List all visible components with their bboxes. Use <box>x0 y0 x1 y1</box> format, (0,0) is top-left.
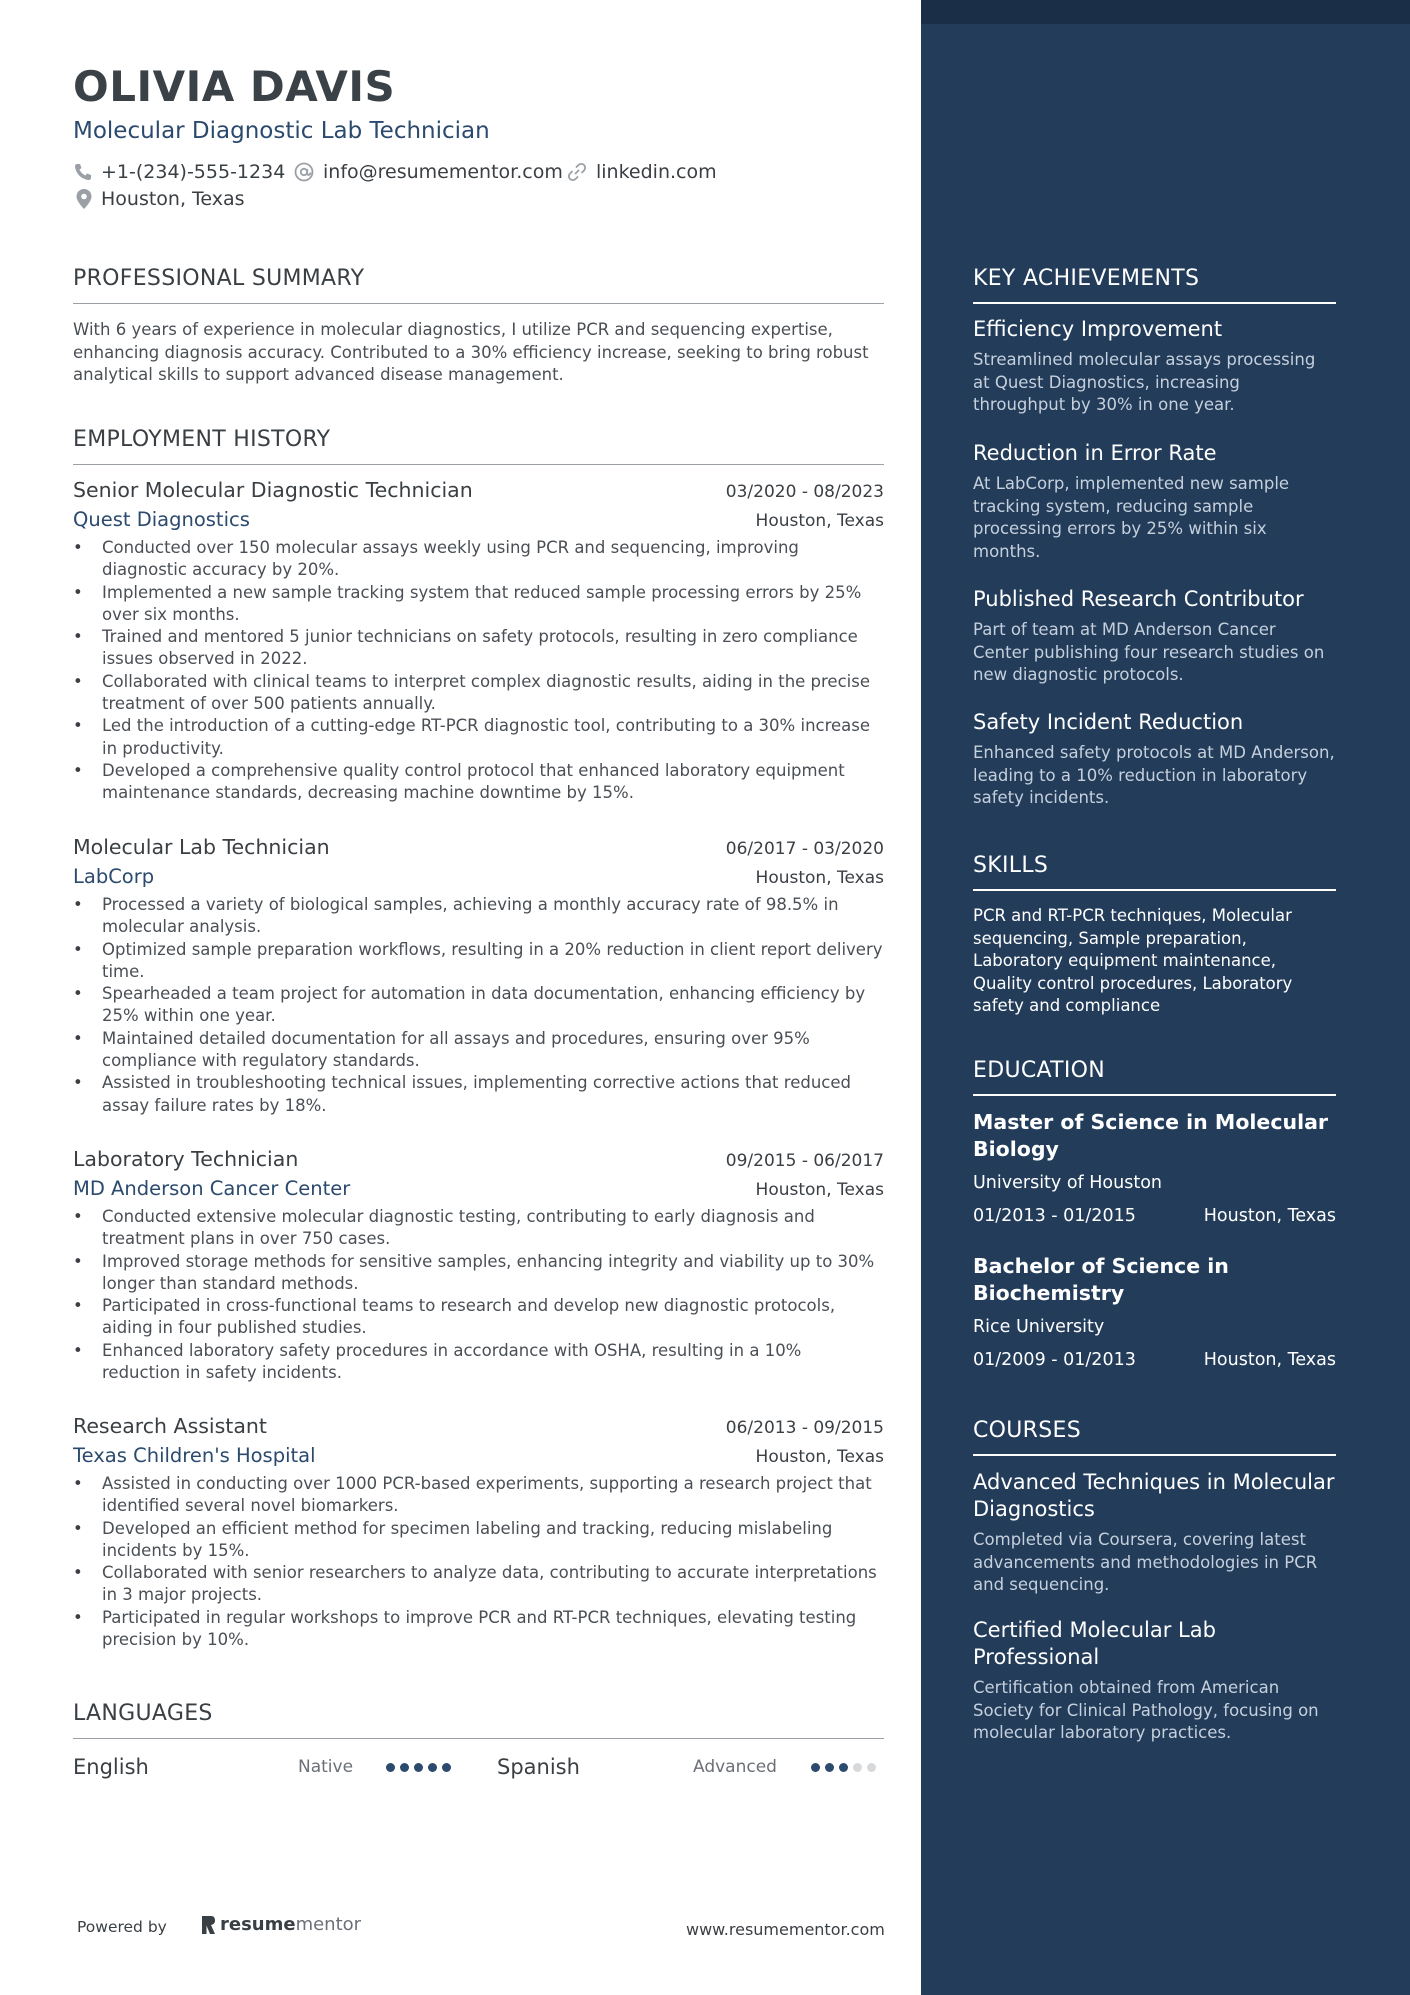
course-item <box>973 1469 1336 1597</box>
language-level: Native <box>298 1757 354 1777</box>
course-title: Advanced Techniques in Molecular Diagnostics <box>973 1470 1335 1521</box>
list-item: • Assisted in troubleshooting technical issues, implementing corrective actions that reduced assay failure rates by 18%. <box>73 1072 884 1117</box>
course-text: Completed via Coursera, covering latest advancements and methodologies in PCR and sequencing. <box>973 1530 1318 1594</box>
education-location: Houston, Texas <box>1203 1350 1336 1370</box>
course-text: Certification obtained from American Society for Clinical Pathology, focusing on molecular laboratory practices. <box>973 1678 1319 1742</box>
summary-heading: PROFESSIONAL SUMMARY <box>73 266 884 304</box>
list-item: • Led the introduction of a cutting-edge RT-PCR diagnostic tool, contributing to a 30% increase in productivity. <box>73 715 884 760</box>
phone-icon <box>73 162 93 182</box>
brand-name-bold: resume <box>220 1914 296 1935</box>
location-pin-icon <box>75 188 93 210</box>
job-entry <box>73 478 884 805</box>
job-company: Quest Diagnostics <box>73 508 250 531</box>
education-school: University of Houston <box>973 1173 1163 1193</box>
job-location: Houston, Texas <box>755 868 884 888</box>
language-name: Spanish <box>497 1755 580 1779</box>
achievements-heading: KEY ACHIEVEMENTS <box>973 266 1336 304</box>
rating-dot <box>428 1763 437 1772</box>
list-item: • Conducted over 150 molecular assays weekly using PCR and sequencing, improving diagnostic accuracy by 20%. <box>73 537 884 582</box>
achievement-item <box>973 316 1336 417</box>
list-item: • Developed a comprehensive quality control protocol that enhanced laboratory equipment maintenance standards, decreasing machine downtime by 15%. <box>73 760 884 805</box>
courses-heading: COURSES <box>973 1418 1336 1456</box>
job-entry <box>73 835 884 1117</box>
powered-by-label: Powered by <box>77 1918 167 1936</box>
language-rating <box>386 1763 451 1772</box>
rating-dot <box>811 1763 820 1772</box>
education-location: Houston, Texas <box>1203 1206 1336 1226</box>
language-english <box>73 1755 451 1779</box>
job-title: Research Assistant <box>73 1414 267 1438</box>
list-item: • Developed an efficient method for specimen labeling and tracking, reducing mislabeling incidents by 15%. <box>73 1518 884 1563</box>
achievement-item <box>973 586 1336 687</box>
list-item: • Assisted in conducting over 1000 PCR-based experiments, supporting a research project that identified several novel biomarkers. <box>73 1473 884 1518</box>
rating-dot <box>414 1763 423 1772</box>
achievement-text: Part of team at MD Anderson Cancer Center publishing four research studies on new diagnostic protocols. <box>973 620 1325 684</box>
job-dates: 09/2015 - 06/2017 <box>725 1151 884 1171</box>
education-heading: EDUCATION <box>973 1058 1336 1096</box>
job-dates: 06/2017 - 03/2020 <box>725 839 884 859</box>
achievement-item <box>973 709 1336 810</box>
rating-dot <box>867 1763 876 1772</box>
job-bullets <box>73 894 884 1117</box>
achievement-title: Safety Incident Reduction <box>973 710 1244 734</box>
course-title: Certified Molecular Lab Professional <box>973 1618 1216 1669</box>
job-company: MD Anderson Cancer Center <box>73 1177 351 1200</box>
education-degree: Bachelor of Science in Biochemistry <box>973 1254 1229 1305</box>
linkedin-text: linkedin.com <box>596 161 717 183</box>
job-title: Senior Molecular Diagnostic Technician <box>73 478 473 502</box>
education-degree: Master of Science in Molecular Biology <box>973 1110 1329 1161</box>
list-item: • Improved storage methods for sensitive samples, enhancing integrity and viability up to 30% longer than standard methods. <box>73 1251 884 1296</box>
rating-dot <box>442 1763 451 1772</box>
job-company: Texas Children's Hospital <box>73 1444 316 1467</box>
job-title: Molecular Lab Technician <box>73 835 330 859</box>
summary-text: With 6 years of experience in molecular diagnostics, I utilize PCR and sequencing expertise, enhancing diagnosis accuracy. Contributed to a 30% efficiency increase, seeking to bring robust analytical skills to support advanced disease management. <box>73 320 869 384</box>
location-text: Houston, Texas <box>101 188 245 210</box>
at-icon <box>293 161 315 183</box>
achievement-text: Streamlined molecular assays processing at Quest Diagnostics, increasing throughput by 30% in one year. <box>973 350 1316 414</box>
skills-heading: SKILLS <box>973 853 1336 891</box>
job-bullets <box>73 1206 884 1384</box>
skills-text: PCR and RT-PCR techniques, Molecular sequencing, Sample preparation, Laboratory equipment maintenance, Quality control procedures, Laboratory safety and compliance <box>973 906 1293 1015</box>
list-item: • Participated in regular workshops to improve PCR and RT-PCR techniques, elevating testing precision by 10%. <box>73 1607 884 1652</box>
achievement-title: Published Research Contributor <box>973 587 1304 611</box>
job-entry <box>73 1414 884 1651</box>
job-title: Laboratory Technician <box>73 1147 299 1171</box>
education-school: Rice University <box>973 1317 1105 1337</box>
list-item: • Collaborated with clinical teams to interpret complex diagnostic results, aiding in the precise treatment of over 500 patients annually. <box>73 671 884 716</box>
job-dates: 03/2020 - 08/2023 <box>725 482 884 502</box>
email-text: info@resumementor.com <box>323 161 563 183</box>
list-item: • Spearheaded a team project for automation in data documentation, enhancing efficiency by 25% within one year. <box>73 983 884 1028</box>
job-bullets <box>73 537 884 805</box>
list-item: • Conducted extensive molecular diagnostic testing, contributing to early diagnosis and treatment plans in over 750 cases. <box>73 1206 884 1251</box>
list-item: • Implemented a new sample tracking system that reduced sample processing errors by 25% over six months. <box>73 582 884 627</box>
course-item <box>973 1617 1336 1745</box>
list-item: • Collaborated with senior researchers to analyze data, contributing to accurate interpretations in 3 major projects. <box>73 1562 884 1607</box>
sidebar-top-band <box>921 0 1410 24</box>
list-item: • Enhanced laboratory safety procedures in accordance with OSHA, resulting in a 10% reduction in safety incidents. <box>73 1340 884 1385</box>
rating-dot <box>386 1763 395 1772</box>
achievement-item <box>973 440 1336 563</box>
link-icon <box>566 161 588 183</box>
education-item <box>973 1253 1336 1370</box>
language-spanish <box>497 1755 876 1779</box>
rating-dot <box>853 1763 862 1772</box>
rating-dot <box>400 1763 409 1772</box>
education-item <box>973 1109 1336 1226</box>
job-location: Houston, Texas <box>755 1447 884 1467</box>
list-item: • Trained and mentored 5 junior technicians on safety protocols, resulting in zero compliance issues observed in 2022. <box>73 626 884 671</box>
achievement-title: Efficiency Improvement <box>973 317 1223 341</box>
brand-logo[interactable] <box>200 1914 361 1935</box>
list-item: • Processed a variety of biological samples, achieving a monthly accuracy rate of 98.5% in molecular analysis. <box>73 894 884 939</box>
language-rating <box>811 1763 876 1772</box>
phone-text: +1-(234)-555-1234 <box>101 161 286 183</box>
contact-location <box>75 188 245 210</box>
job-location: Houston, Texas <box>755 511 884 531</box>
job-dates: 06/2013 - 09/2015 <box>725 1418 884 1438</box>
brand-icon <box>200 1915 216 1935</box>
job-company: LabCorp <box>73 865 155 888</box>
contact-linkedin[interactable] <box>566 161 717 183</box>
achievement-title: Reduction in Error Rate <box>973 441 1217 465</box>
candidate-name: OLIVIA DAVIS <box>73 62 396 111</box>
rating-dot <box>825 1763 834 1772</box>
employment-heading: EMPLOYMENT HISTORY <box>73 427 884 465</box>
list-item: • Participated in cross-functional teams to research and develop new diagnostic protocols, aiding in four published studies. <box>73 1295 884 1340</box>
list-item: • Maintained detailed documentation for all assays and procedures, ensuring over 95% compliance with regulatory standards. <box>73 1028 884 1073</box>
candidate-title: Molecular Diagnostic Lab Technician <box>73 118 490 144</box>
job-bullets <box>73 1473 884 1651</box>
rating-dot <box>839 1763 848 1772</box>
achievement-text: Enhanced safety protocols at MD Anderson, leading to a 10% reduction in laboratory safety incidents. <box>973 743 1335 807</box>
job-location: Houston, Texas <box>755 1180 884 1200</box>
contact-phone[interactable] <box>73 161 285 183</box>
education-dates: 01/2013 - 01/2015 <box>973 1206 1136 1226</box>
languages-heading: LANGUAGES <box>73 1701 884 1739</box>
list-item: • Optimized sample preparation workflows, resulting in a 20% reduction in client report delivery time. <box>73 939 884 984</box>
job-entry <box>73 1147 884 1384</box>
language-level: Advanced <box>693 1757 777 1777</box>
contact-email[interactable] <box>293 161 563 183</box>
education-dates: 01/2009 - 01/2013 <box>973 1350 1136 1370</box>
website-link[interactable]: www.resumementor.com <box>686 1920 885 1939</box>
brand-name-light: mentor <box>295 1914 362 1935</box>
language-name: English <box>73 1755 149 1779</box>
achievement-text: At LabCorp, implemented new sample tracking system, reducing sample processing errors by 25% within six months. <box>973 474 1290 561</box>
